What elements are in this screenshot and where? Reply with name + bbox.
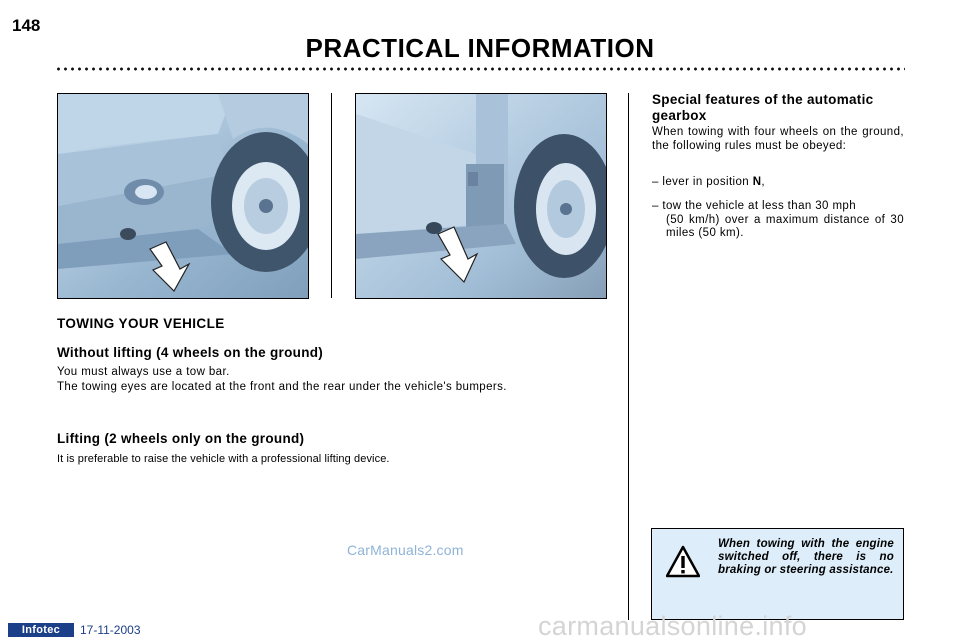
warning-box <box>651 528 904 620</box>
towing-eyes-text: The towing eyes are located at the front and the rear under the vehicle's bumpers. <box>57 381 507 393</box>
rule-tow-speed-rest: (50 km/h) over a maximum distance of 30 miles (50 km). <box>666 213 904 239</box>
without-lifting-heading: Without lifting (4 wheels on the ground) <box>57 345 324 360</box>
automatic-intro-text: When towing with four wheels on the ground, the following rules must be obeyed: <box>652 126 904 152</box>
lifting-heading: Lifting (2 wheels only on the ground) <box>57 431 305 446</box>
gear-position-value: N <box>752 176 762 188</box>
lifting-text: It is preferable to raise the vehicle with a professional lifting device. <box>57 453 390 465</box>
infotec-badge: Infotec <box>8 623 74 637</box>
front-towing-eye-photo <box>57 93 309 299</box>
dotted-separator <box>55 66 905 72</box>
tow-bar-text: You must always use a tow bar. <box>57 366 230 378</box>
footer-date: 17-11-2003 <box>80 623 141 637</box>
warning-triangle-icon <box>666 545 700 579</box>
watermark-text: CarManuals2.com <box>347 542 464 558</box>
rule-tow-speed <box>652 200 904 241</box>
towing-heading: TOWING YOUR VEHICLE <box>57 316 225 331</box>
rule-lever-suffix: , <box>761 176 766 188</box>
page-title: PRACTICAL INFORMATION <box>305 33 655 63</box>
page-number: 148 <box>12 16 41 35</box>
footer-site-watermark: carmanualsonline.info <box>538 611 807 641</box>
column-divider-right <box>628 93 629 620</box>
rule-tow-speed-first: – tow the vehicle at less than 30 mph <box>652 200 857 212</box>
column-divider <box>331 93 332 298</box>
rule-lever-prefix: – lever in position <box>652 176 753 188</box>
warning-text: When towing with the engine switched off, there is no braking or steering assistance. <box>718 538 894 576</box>
automatic-gearbox-heading: Special features of the automatic gearbox <box>652 92 874 123</box>
rear-towing-eye-photo <box>355 93 607 299</box>
rule-lever-position <box>652 176 904 190</box>
